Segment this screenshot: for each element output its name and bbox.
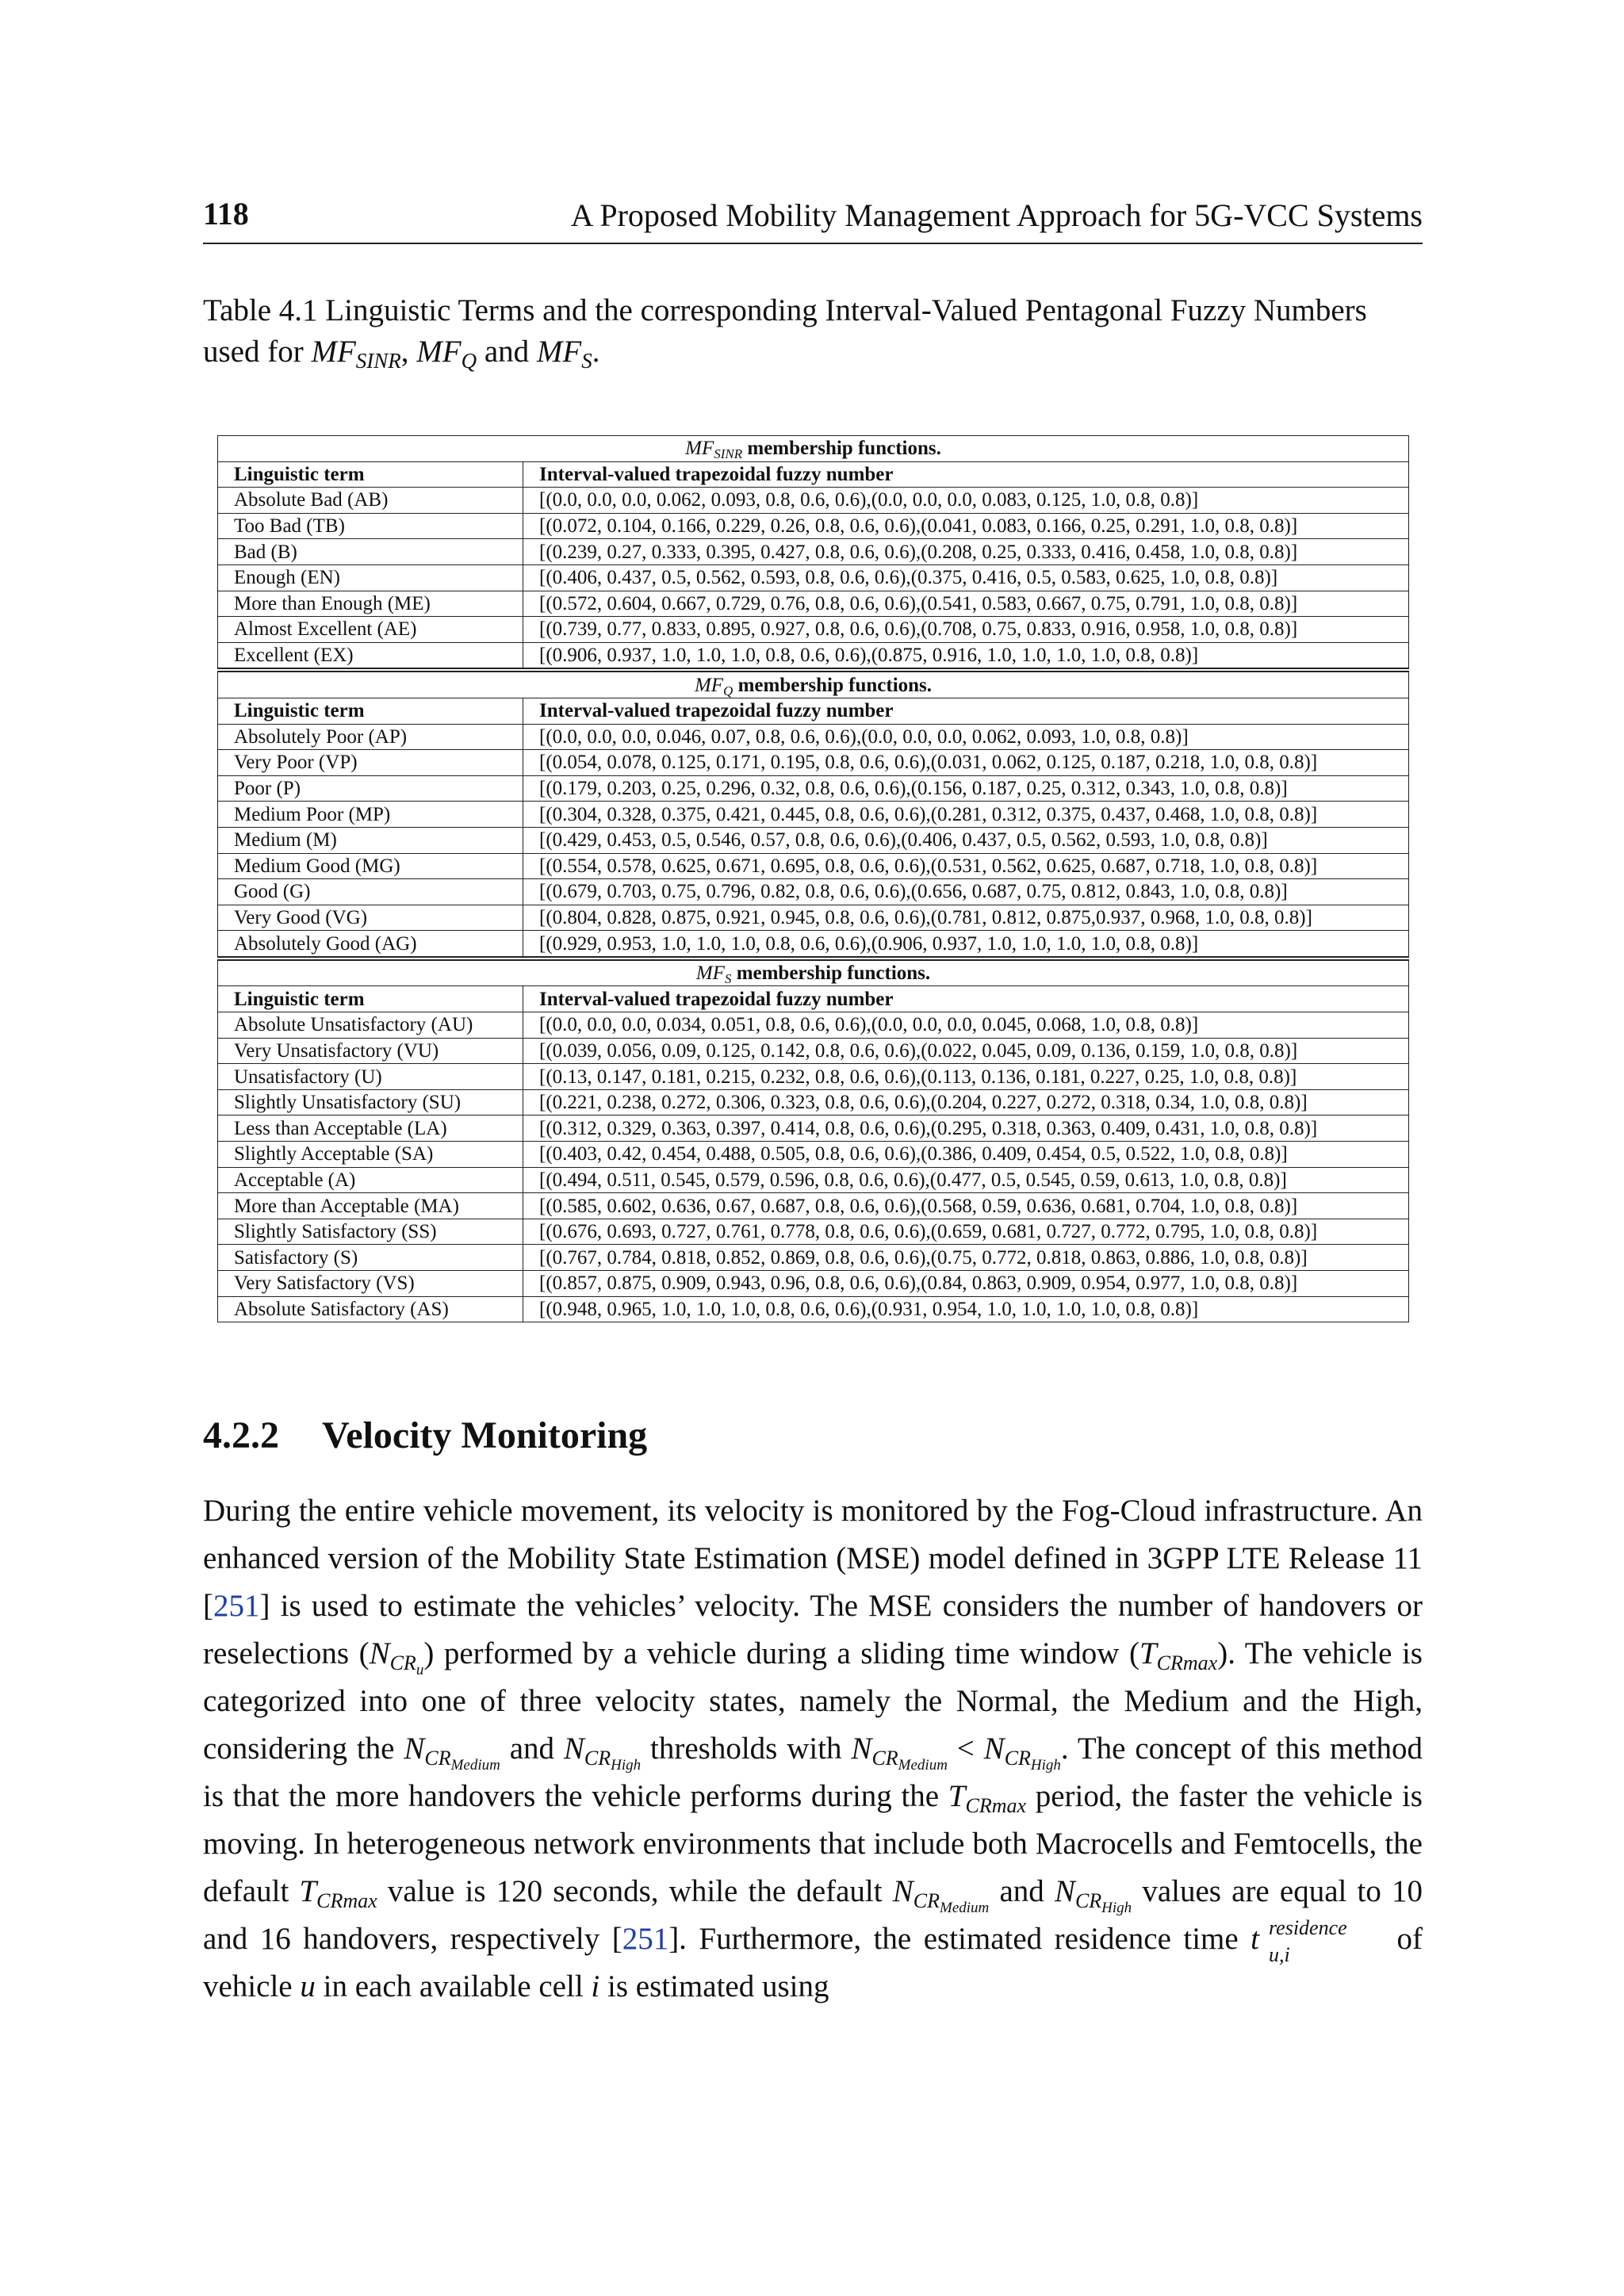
column-header-row bbox=[218, 461, 1409, 488]
residence-time-symbol: t residence u,i bbox=[1251, 1916, 1347, 1966]
table-row bbox=[218, 1271, 1409, 1297]
table-row bbox=[218, 775, 1409, 802]
linguistic-term-cell: Very Satisfactory (VS) bbox=[218, 1271, 523, 1297]
section-title-cell: $MF_{SINR}$ membership functions. bbox=[218, 436, 1409, 462]
fuzzy-number-cell: [(0.572, 0.604, 0.667, 0.729, 0.76, 0.8, 0.6, 0.6),(0.541, 0.583, 0.667, 0.75, 0.791, 1.0, 0.8, 0.8)] bbox=[523, 591, 1409, 617]
fuzzy-number-cell: [(0.221, 0.238, 0.272, 0.306, 0.323, 0.8, 0.6, 0.6),(0.204, 0.227, 0.272, 0.318, 0.34, 1.0, 0.8, 0.8)] bbox=[523, 1089, 1409, 1115]
table-row bbox=[218, 1167, 1409, 1193]
mf-s-symbol: $MF_S$ bbox=[536, 335, 592, 373]
table-row bbox=[218, 564, 1409, 591]
column-header-row bbox=[218, 986, 1409, 1012]
column-header-number: Interval-valued trapezoidal fuzzy number bbox=[523, 461, 1409, 488]
table-row bbox=[218, 1296, 1409, 1322]
fuzzy-number-cell: [(0.039, 0.056, 0.09, 0.125, 0.142, 0.8, 0.6, 0.6),(0.022, 0.045, 0.09, 0.136, 0.159, 1.0, 0.8, 0.8)] bbox=[523, 1038, 1409, 1064]
n-cr-medium-symbol: $N_{CR_{Medium}}$ bbox=[404, 1732, 500, 1774]
fuzzy-number-cell: [(0.072, 0.104, 0.166, 0.229, 0.26, 0.8, 0.6, 0.6),(0.041, 0.083, 0.166, 0.25, 0.291, 1.0, 0.8, 0.8)] bbox=[523, 513, 1409, 539]
table-row bbox=[218, 488, 1409, 514]
table-row bbox=[218, 750, 1409, 776]
page-number: 118 bbox=[203, 196, 249, 232]
section-title-row bbox=[218, 670, 1409, 698]
section-title-cell: $MF_Q$ membership functions. bbox=[218, 670, 1409, 698]
t-crmax-symbol: $T_{CRmax}$ bbox=[299, 1874, 377, 1912]
linguistic-term-cell: Slightly Acceptable (SA) bbox=[218, 1142, 523, 1168]
column-header-number: Interval-valued trapezoidal fuzzy number bbox=[523, 698, 1409, 724]
linguistic-term-cell: Bad (B) bbox=[218, 539, 523, 565]
table-row bbox=[218, 1089, 1409, 1115]
table-row bbox=[218, 539, 1409, 565]
table-row bbox=[218, 1012, 1409, 1039]
linguistic-term-cell: Acceptable (A) bbox=[218, 1167, 523, 1193]
table-row bbox=[218, 1064, 1409, 1090]
vehicle-variable: u bbox=[300, 1969, 316, 2003]
linguistic-term-cell: Satisfactory (S) bbox=[218, 1245, 523, 1271]
fuzzy-number-cell: [(0.239, 0.27, 0.333, 0.395, 0.427, 0.8, 0.6, 0.6),(0.208, 0.25, 0.333, 0.416, 0.458, 1.0, 0.8, 0.8)] bbox=[523, 539, 1409, 565]
n-cr-high-symbol: $N_{CR_{High}}$ bbox=[983, 1732, 1061, 1774]
table-row bbox=[218, 931, 1409, 959]
cell-variable: i bbox=[591, 1969, 600, 2003]
fuzzy-number-cell: [(0.676, 0.693, 0.727, 0.761, 0.778, 0.8, 0.6, 0.6),(0.659, 0.681, 0.727, 0.772, 0.795, 1.0, 0.8, 0.8)] bbox=[523, 1219, 1409, 1245]
column-header-term: Linguistic term bbox=[218, 698, 523, 724]
column-header-term: Linguistic term bbox=[218, 461, 523, 488]
fuzzy-number-cell: [(0.585, 0.602, 0.636, 0.67, 0.687, 0.8, 0.6, 0.6),(0.568, 0.59, 0.636, 0.681, 0.704, 1.0, 0.8, 0.8)] bbox=[523, 1193, 1409, 1219]
body-paragraph: During the entire vehicle movement, its velocity is monitored by the Fog-Cloud infrastructure. An enhanced version of the Mobility State Estimation (MSE) model defined in 3GPP LTE Release 11 [251] is used to estimate the vehicles’ velocity. The MSE considers the number of handovers or reselections $(N_{CR_u})$ performed by a vehicle during a sliding time window $(T_{CRmax})$. The vehicle is categorized into one of three velocity states, namely the Normal, the Medium and the High, considering the $N_{CR_{Medium}}$ and $N_{CR_{High}}$ thresholds with $N_{CR_{Medium}} < N_{CR_{High}}$. The concept of this method is that the more handovers the vehicle performs during the $T_{CRmax}$ period, the faster the vehicle is moving. In heterogeneous network environments that include both Macrocells and Femtocells, the default $T_{CRmax}$ value is 120 seconds, while the default $N_{CR_{Medium}}$ and $N_{CR_{High}}$ values are equal to 10 and 16 handovers, respectively [251]. Furthermore, the estimated residence time t residence u,i of vehicle u in each available cell i is estimated using bbox=[203, 1494, 1423, 2003]
fuzzy-number-cell: [(0.312, 0.329, 0.363, 0.397, 0.414, 0.8, 0.6, 0.6),(0.295, 0.318, 0.363, 0.409, 0.431, 1.0, 0.8, 0.8)] bbox=[523, 1115, 1409, 1142]
fuzzy-number-cell: [(0.906, 0.937, 1.0, 1.0, 1.0, 0.8, 0.6, 0.6),(0.875, 0.916, 1.0, 1.0, 1.0, 1.0, 0.8, 0.8)] bbox=[523, 642, 1409, 670]
section-title-row bbox=[218, 959, 1409, 986]
n-cr-medium-symbol: $N_{CR_{Medium}}$ bbox=[851, 1732, 948, 1774]
fuzzy-number-cell: [(0.13, 0.147, 0.181, 0.215, 0.232, 0.8, 0.6, 0.6),(0.113, 0.136, 0.181, 0.227, 0.25, 1.0, 0.8, 0.8)] bbox=[523, 1064, 1409, 1090]
section-title: Velocity Monitoring bbox=[322, 1414, 648, 1456]
linguistic-term-cell: Absolute Unsatisfactory (AU) bbox=[218, 1012, 523, 1039]
fuzzy-number-cell: [(0.767, 0.784, 0.818, 0.852, 0.869, 0.8, 0.6, 0.6),(0.75, 0.772, 0.818, 0.863, 0.886, 1.0, 0.8, 0.8)] bbox=[523, 1245, 1409, 1271]
table-caption: Table 4.1 Linguistic Terms and the corresponding Interval-Valued Pentagonal Fuzzy Numbers used for $MF_{SINR}$, $MF_Q$ and $MF_S$. bbox=[203, 293, 1367, 373]
section-title-row bbox=[218, 436, 1409, 462]
fuzzy-number-cell: [(0.679, 0.703, 0.75, 0.796, 0.82, 0.8, 0.6, 0.6),(0.656, 0.687, 0.75, 0.812, 0.843, 1.0, 0.8, 0.8)] bbox=[523, 879, 1409, 905]
linguistic-term-cell: Poor (P) bbox=[218, 775, 523, 802]
table-row bbox=[218, 724, 1409, 750]
table-row bbox=[218, 879, 1409, 905]
linguistic-term-cell: Absolutely Good (AG) bbox=[218, 931, 523, 959]
n-cr-u-symbol: $N_{CR_u}$ bbox=[369, 1636, 424, 1678]
fuzzy-number-cell: [(0.929, 0.953, 1.0, 1.0, 1.0, 0.8, 0.6, 0.6),(0.906, 0.937, 1.0, 1.0, 1.0, 1.0, 0.8, 0.8)] bbox=[523, 931, 1409, 959]
linguistic-term-cell: More than Acceptable (MA) bbox=[218, 1193, 523, 1219]
linguistic-term-cell: Absolutely Poor (AP) bbox=[218, 724, 523, 750]
table-row bbox=[218, 513, 1409, 539]
fuzzy-number-cell: [(0.739, 0.77, 0.833, 0.895, 0.927, 0.8, 0.6, 0.6),(0.708, 0.75, 0.833, 0.916, 0.958, 1.0, 0.8, 0.8)] bbox=[523, 617, 1409, 643]
table-row bbox=[218, 827, 1409, 853]
linguistic-term-cell: Very Poor (VP) bbox=[218, 750, 523, 776]
fuzzy-number-cell: [(0.494, 0.511, 0.545, 0.579, 0.596, 0.8, 0.6, 0.6),(0.477, 0.5, 0.545, 0.59, 0.613, 1.0, 0.8, 0.8)] bbox=[523, 1167, 1409, 1193]
t-crmax-symbol: $T_{CRmax}$ bbox=[1139, 1636, 1218, 1674]
citation-link[interactable]: 251 bbox=[213, 1589, 260, 1623]
table-row bbox=[218, 1142, 1409, 1168]
table-row bbox=[218, 591, 1409, 617]
fuzzy-number-cell: [(0.406, 0.437, 0.5, 0.562, 0.593, 0.8, 0.6, 0.6),(0.375, 0.416, 0.5, 0.583, 0.625, 1.0, 0.8, 0.8)] bbox=[523, 564, 1409, 591]
linguistic-term-cell: Slightly Satisfactory (SS) bbox=[218, 1219, 523, 1245]
citation-link[interactable]: 251 bbox=[622, 1922, 669, 1956]
linguistic-term-cell: Slightly Unsatisfactory (SU) bbox=[218, 1089, 523, 1115]
n-cr-medium-symbol: $N_{CR_{Medium}}$ bbox=[892, 1874, 990, 1916]
linguistic-term-cell: Medium Good (MG) bbox=[218, 853, 523, 879]
table-section bbox=[218, 670, 1409, 959]
table-row bbox=[218, 853, 1409, 879]
table-section bbox=[218, 959, 1409, 1322]
table-row bbox=[218, 617, 1409, 643]
table-row bbox=[218, 642, 1409, 670]
table-row bbox=[218, 905, 1409, 931]
running-title: A Proposed Mobility Management Approach for 5G-VCC Systems bbox=[570, 197, 1423, 233]
linguistic-term-cell: Unsatisfactory (U) bbox=[218, 1064, 523, 1090]
membership-table bbox=[217, 435, 1408, 1322]
page-header bbox=[203, 195, 1423, 244]
table-row bbox=[218, 1038, 1409, 1064]
linguistic-term-cell: More than Enough (ME) bbox=[218, 591, 523, 617]
linguistic-term-cell: Medium Poor (MP) bbox=[218, 802, 523, 828]
linguistic-term-cell: Good (G) bbox=[218, 879, 523, 905]
fuzzy-number-cell: [(0.948, 0.965, 1.0, 1.0, 1.0, 0.8, 0.6, 0.6),(0.931, 0.954, 1.0, 1.0, 1.0, 1.0, 0.8, 0.8)] bbox=[523, 1296, 1409, 1322]
fuzzy-number-cell: [(0.054, 0.078, 0.125, 0.171, 0.195, 0.8, 0.6, 0.6),(0.031, 0.062, 0.125, 0.187, 0.218, 1.0, 0.8, 0.8)] bbox=[523, 750, 1409, 776]
linguistic-term-cell: Enough (EN) bbox=[218, 564, 523, 591]
fuzzy-number-cell: [(0.304, 0.328, 0.375, 0.421, 0.445, 0.8, 0.6, 0.6),(0.281, 0.312, 0.375, 0.437, 0.468, 1.0, 0.8, 0.8)] bbox=[523, 802, 1409, 828]
section-heading bbox=[203, 1414, 647, 1457]
n-cr-high-symbol: $N_{CR_{High}}$ bbox=[1054, 1874, 1132, 1916]
table-row bbox=[218, 1245, 1409, 1271]
linguistic-term-cell: Absolute Satisfactory (AS) bbox=[218, 1296, 523, 1322]
section-number: 4.2.2 bbox=[203, 1414, 279, 1456]
t-crmax-symbol: $T_{CRmax}$ bbox=[948, 1779, 1027, 1817]
linguistic-term-cell: Absolute Bad (AB) bbox=[218, 488, 523, 514]
table-row bbox=[218, 802, 1409, 828]
column-header-number: Interval-valued trapezoidal fuzzy number bbox=[523, 986, 1409, 1012]
linguistic-term-cell: Very Unsatisfactory (VU) bbox=[218, 1038, 523, 1064]
linguistic-term-cell: Medium (M) bbox=[218, 827, 523, 853]
fuzzy-number-cell: [(0.554, 0.578, 0.625, 0.671, 0.695, 0.8, 0.6, 0.6),(0.531, 0.562, 0.625, 0.687, 0.718, 1.0, 0.8, 0.8)] bbox=[523, 853, 1409, 879]
fuzzy-number-cell: [(0.403, 0.42, 0.454, 0.488, 0.505, 0.8, 0.6, 0.6),(0.386, 0.409, 0.454, 0.5, 0.522, 1.0, 0.8, 0.8)] bbox=[523, 1142, 1409, 1168]
fuzzy-number-cell: [(0.429, 0.453, 0.5, 0.546, 0.57, 0.8, 0.6, 0.6),(0.406, 0.437, 0.5, 0.562, 0.593, 1.0, 0.8, 0.8)] bbox=[523, 827, 1409, 853]
fuzzy-number-cell: [(0.0, 0.0, 0.0, 0.062, 0.093, 0.8, 0.6, 0.6),(0.0, 0.0, 0.0, 0.083, 0.125, 1.0, 0.8, 0.8)] bbox=[523, 488, 1409, 514]
mf-q-symbol: $MF_Q$ bbox=[416, 335, 477, 373]
mf-sinr-symbol: $MF_{SINR}$ bbox=[311, 335, 401, 373]
fuzzy-number-cell: [(0.0, 0.0, 0.0, 0.034, 0.051, 0.8, 0.6, 0.6),(0.0, 0.0, 0.0, 0.045, 0.068, 1.0, 0.8, 0.8)] bbox=[523, 1012, 1409, 1039]
fuzzy-number-cell: [(0.804, 0.828, 0.875, 0.921, 0.945, 0.8, 0.6, 0.6),(0.781, 0.812, 0.875,0.937, 0.968, 1.0, 0.8, 0.8)] bbox=[523, 905, 1409, 931]
fuzzy-number-cell: [(0.857, 0.875, 0.909, 0.943, 0.96, 0.8, 0.6, 0.6),(0.84, 0.863, 0.909, 0.954, 0.977, 1.0, 0.8, 0.8)] bbox=[523, 1271, 1409, 1297]
fuzzy-number-cell: [(0.179, 0.203, 0.25, 0.296, 0.32, 0.8, 0.6, 0.6),(0.156, 0.187, 0.25, 0.312, 0.343, 1.0, 0.8, 0.8)] bbox=[523, 775, 1409, 802]
linguistic-term-cell: Less than Acceptable (LA) bbox=[218, 1115, 523, 1142]
table-row bbox=[218, 1219, 1409, 1245]
n-cr-high-symbol: $N_{CR_{High}}$ bbox=[563, 1732, 642, 1774]
column-header-term: Linguistic term bbox=[218, 986, 523, 1012]
table-section bbox=[218, 436, 1409, 671]
linguistic-term-cell: Almost Excellent (AE) bbox=[218, 617, 523, 643]
linguistic-term-cell: Very Good (VG) bbox=[218, 905, 523, 931]
column-header-row bbox=[218, 698, 1409, 724]
table-row bbox=[218, 1115, 1409, 1142]
section-title-cell: $MF_S$ membership functions. bbox=[218, 959, 1409, 986]
fuzzy-number-cell: [(0.0, 0.0, 0.0, 0.046, 0.07, 0.8, 0.6, 0.6),(0.0, 0.0, 0.0, 0.062, 0.093, 1.0, 0.8, 0.8)] bbox=[523, 724, 1409, 750]
linguistic-term-cell: Excellent (EX) bbox=[218, 642, 523, 670]
table-row bbox=[218, 1193, 1409, 1219]
linguistic-term-cell: Too Bad (TB) bbox=[218, 513, 523, 539]
